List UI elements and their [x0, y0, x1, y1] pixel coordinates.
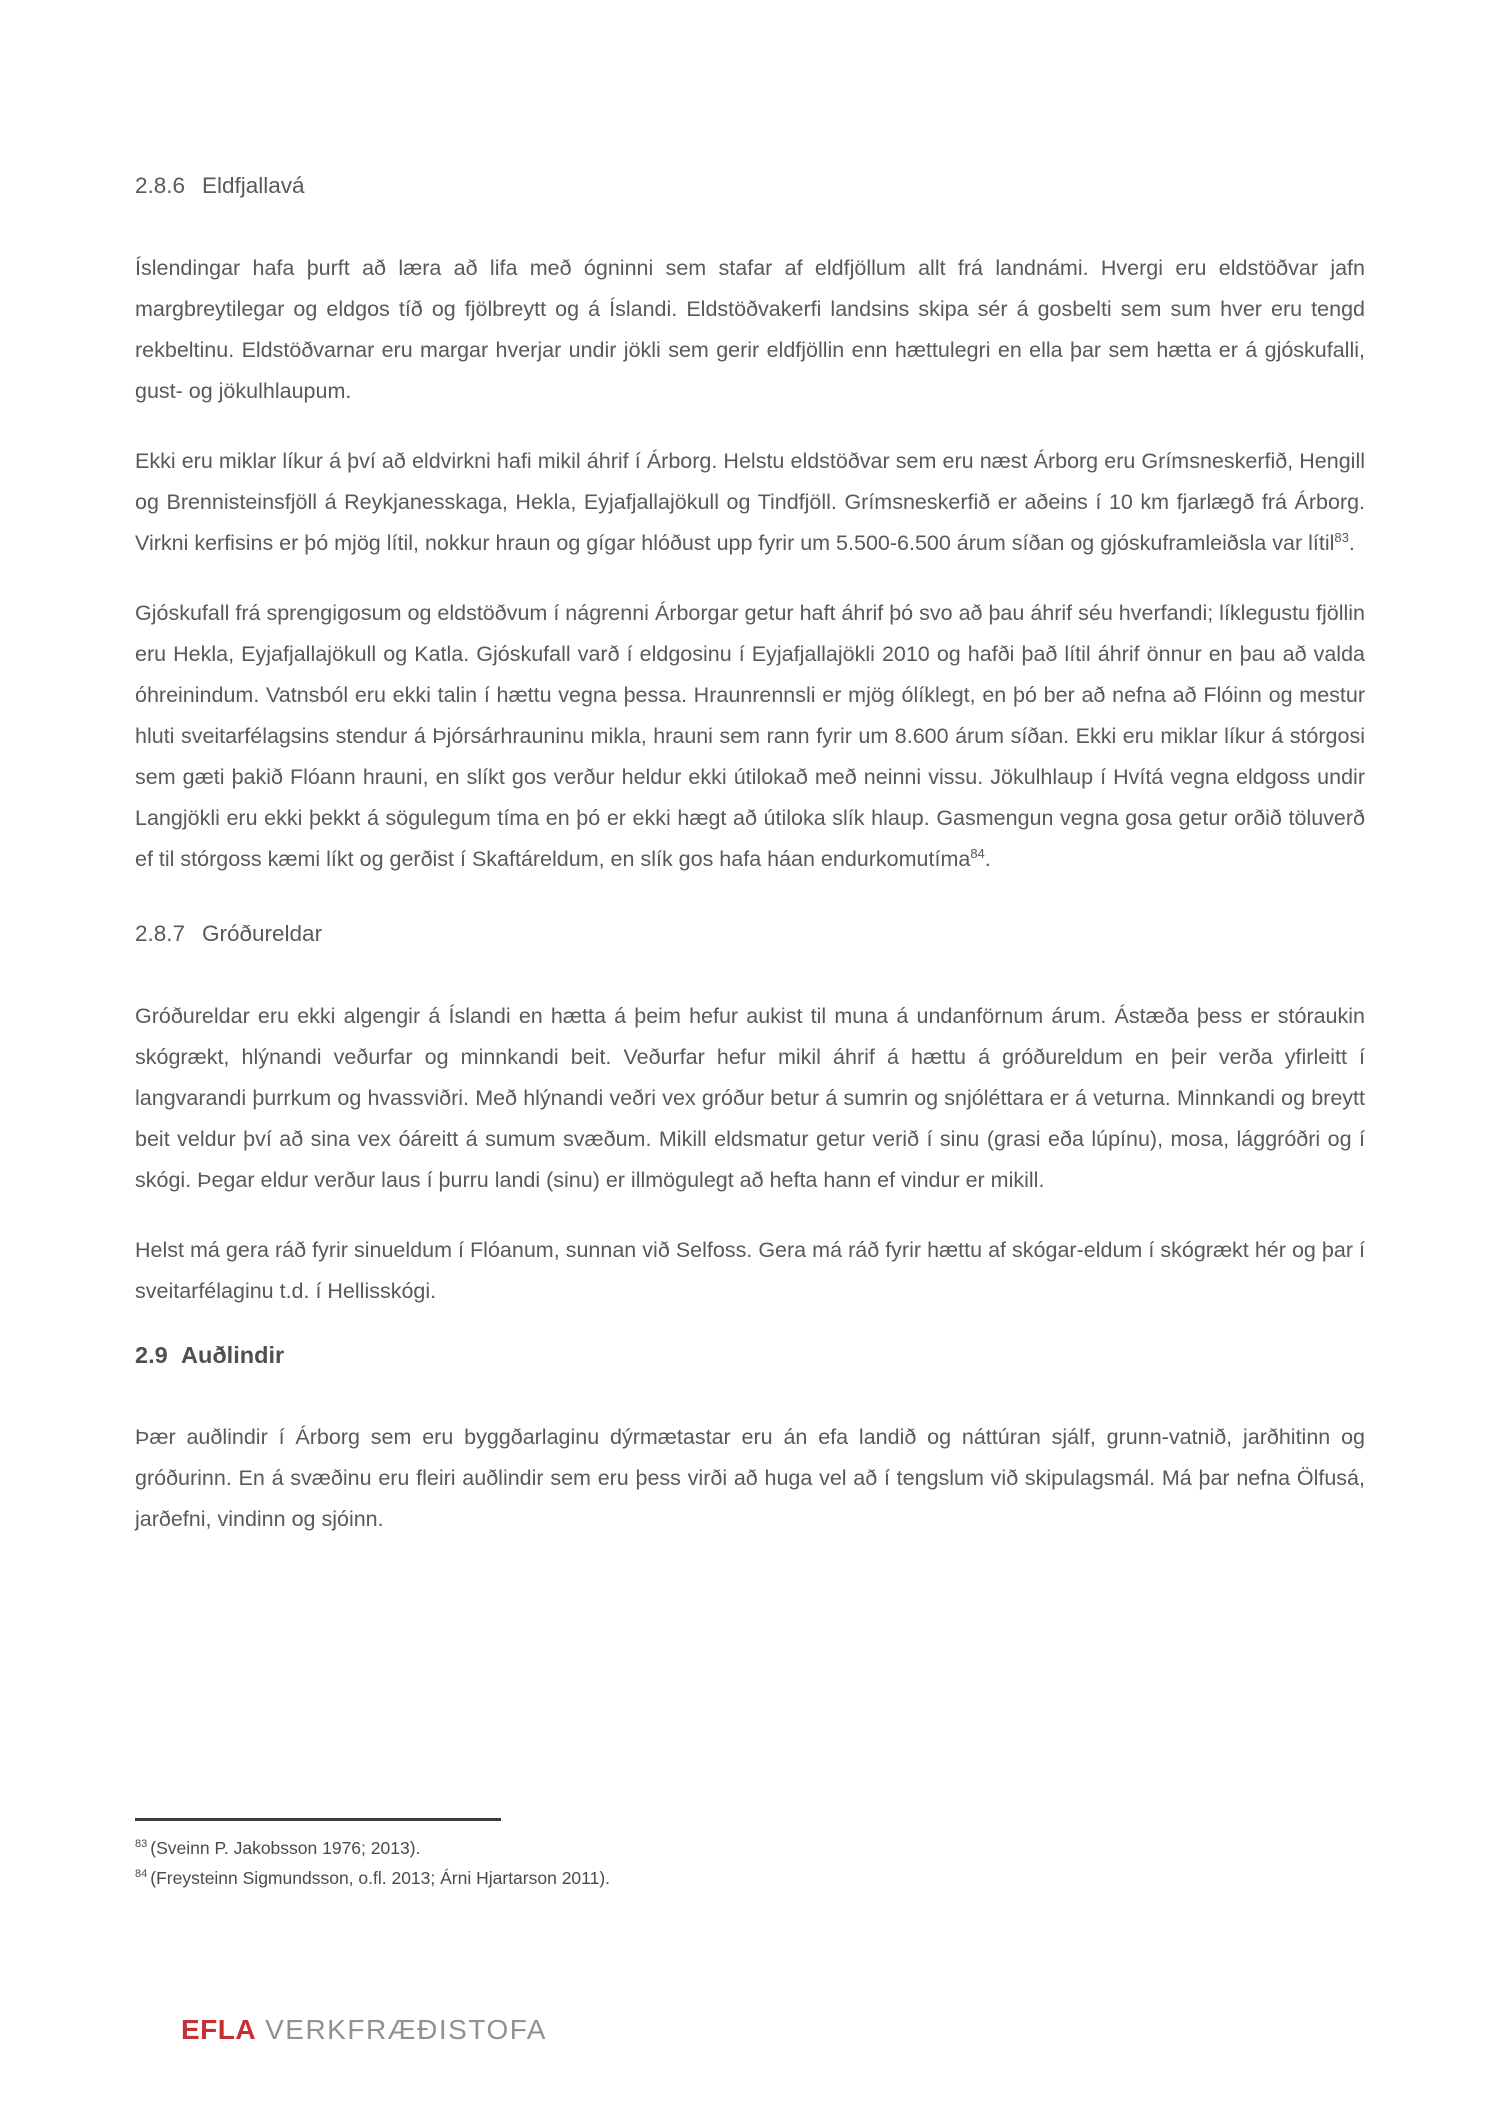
- body-paragraph-3: [135, 593, 1365, 880]
- footnote-item-84: [135, 1863, 1365, 1893]
- paragraph-text: Þær auðlindir í Árborg sem eru byggðarlaginu dýrmætastar eru án efa landið og náttúran sjálf, grunn-vatnið, jarðhitinn og gróðurinn. En á svæðinu eru fleiri auðlindir sem eru þess virði að huga vel að í tengslum við skipulagsmál. Má þar nefna Ölfusá, jarðefni, vindinn og sjóinn.: [135, 1425, 1365, 1531]
- body-paragraph-6: [135, 1417, 1365, 1540]
- efla-logo-company: VERKFRÆÐISTOFA: [265, 2014, 547, 2045]
- heading-title: Eldfjallavá: [202, 173, 305, 198]
- footnote-text: (Freysteinn Sigmundsson, o.fl. 2013; Árni Hjartarson 2011).: [150, 1868, 611, 1888]
- footnote-text: (Sveinn P. Jakobsson 1976; 2013).: [150, 1838, 421, 1858]
- paragraph-text: Gjóskufall frá sprengigosum og eldstöðvum í nágrenni Árborgar getur haft áhrif þó svo að þau áhrif séu hverfandi; líklegustu fjöllin eru Hekla, Eyjafjallajökull og Katla. Gjóskufall varð í eldgosinu í Eyjafjallajökli 2010 og hafði það lítil áhrif önnur en þau að valda óhreinindum. Vatnsból eru ekki talin í hættu vegna þessa. Hraunrennsli er mjög ólíklegt, en þó ber að nefna að Flóinn og mestur hluti sveitarfélagsins stendur á Þjórsárhrauninu mikla, hrauni sem rann fyrir um 8.600 árum síðan. Ekki eru miklar líkur á stórgosi sem gæti þakið Flóann hrauni, en slíkt gos verður heldur ekki útilokað með neinni vissu. Jökulhlaup í Hvítá vegna eldgoss undir Langjökli eru ekki þekkt á sögulegum tíma en þó er ekki hægt að útiloka slík hlaup. Gasmengun vegna gosa getur orðið töluverð ef til stórgoss kæmi líkt og gerðist í Skaftáreldum, en slík gos hafa háan endurkomutíma: [135, 601, 1365, 871]
- footnote-reference-83: 83: [1334, 529, 1349, 545]
- footnote-item-83: [135, 1833, 1365, 1863]
- paragraph-text-end: .: [1348, 531, 1355, 555]
- page-content: [135, 0, 1365, 1569]
- footnote-reference-84: 84: [970, 845, 985, 861]
- heading-title: Gróðureldar: [202, 921, 323, 946]
- footnote-block: [135, 1818, 1365, 1893]
- paragraph-text: Gróðureldar eru ekki algengir á Íslandi en hætta á þeim hefur aukist til muna á undanförnum árum. Ástæða þess er stóraukin skógrækt, hlýnandi veðurfar og minnkandi beit. Veðurfar hefur mikil áhrif á hættu á gróðureldum en þeir verða yfirleitt í langvarandi þurrkum og hvassviðri. Með hlýnandi veðri vex gróður betur á sumrin og snjóléttara er á veturna. Minnkandi og breytt beit veldur því að sina vex óáreitt á sumum svæðum. Mikill eldsmatur getur verið í sinu (grasi eða lúpínu), mosa, lággróðri og í skógi. Þegar eldur verður laus í þurru landi (sinu) er illmögulegt að hefta hann ef vindur er mikill.: [135, 1004, 1365, 1192]
- footnote-separator: [135, 1818, 501, 1821]
- heading-number: 2.9: [135, 1342, 168, 1368]
- paragraph-text: Íslendingar hafa þurft að læra að lifa með ógninni sem stafar af eldfjöllum allt frá landnámi. Hvergi eru eldstöðvar jafn margbreytilegar og eldgos tíð og fjölbreytt og á Íslandi. Eldstöðvakerfi landsins skipa sér á gosbelti sem sum hver eru tengd rekbeltinu. Eldstöðvarnar eru margar hverjar undir jökli sem gerir eldfjöllin enn hættulegri en ella þar sem hætta er á gjóskufalli, gust- og jökulhlaupum.: [135, 256, 1365, 403]
- body-paragraph-4: [135, 996, 1365, 1201]
- body-paragraph-2: [135, 441, 1365, 564]
- paragraph-text-end: .: [984, 847, 991, 871]
- body-paragraph-5: [135, 1230, 1365, 1312]
- paragraph-text: Ekki eru miklar líkur á því að eldvirkni hafi mikil áhrif í Árborg. Helstu eldstöðvar sem eru næst Árborg eru Grímsneskerfið, Hengill og Brennisteinsfjöll á Reykjanesskaga, Hekla, Eyjafjallajökull og Tindfjöll. Grímsneskerfið er aðeins í 10 km fjarlægð frá Árborg. Virkni kerfisins er þó mjög lítil, nokkur hraun og gígar hlóðust upp fyrir um 5.500-6.500 árum síðan og gjóskuframleiðsla var lítil: [135, 449, 1365, 555]
- heading-title: Auðlindir: [181, 1342, 285, 1368]
- efla-logo: [181, 2014, 547, 2046]
- body-paragraph-1: [135, 248, 1365, 412]
- section-heading-2-9: [135, 1341, 1365, 1369]
- efla-logo-wordmark: EFLA: [181, 2014, 257, 2045]
- section-heading-2-8-7: [135, 920, 1365, 948]
- heading-number: 2.8.6: [135, 173, 186, 198]
- heading-number: 2.8.7: [135, 921, 186, 946]
- section-heading-2-8-6: [135, 172, 1365, 200]
- footnote-number: 83: [135, 1838, 148, 1851]
- paragraph-text: Helst má gera ráð fyrir sinueldum í Flóanum, sunnan við Selfoss. Gera má ráð fyrir hættu af skógar-eldum í skógrækt hér og þar í sveitarfélaginu t.d. í Hellisskógi.: [135, 1238, 1365, 1303]
- footnote-number: 84: [135, 1868, 148, 1881]
